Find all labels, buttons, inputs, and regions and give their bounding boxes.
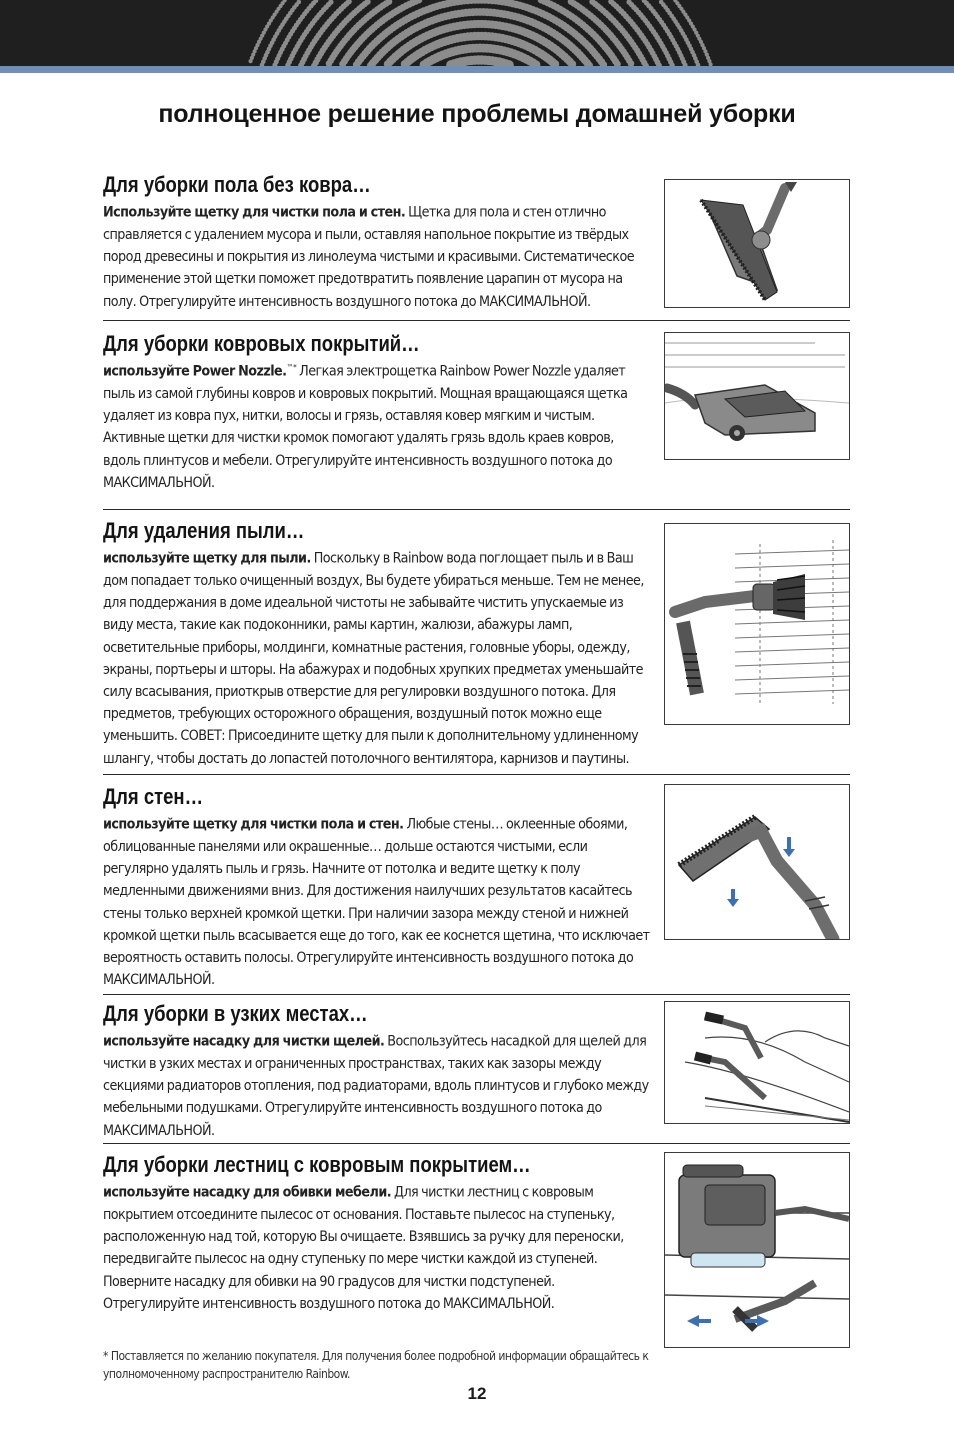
section-divider	[103, 994, 850, 995]
section-carpet	[103, 331, 850, 494]
section-body	[103, 810, 651, 991]
section-crevices	[103, 1001, 850, 1142]
section-text: Любые стены… оклеенные обоями, облицованные панелями или окрашенные… дольше остаются чистыми, если регулярно удалять пыль и грязь. Начните от потолка и ведите щетку к полу медленными движениями вниз. Для достижения наилучших результатов касайтесь стены только верхней кромкой щетки. При наличии зазора между стеной и нижней кромкой щетки пыль всасывается еще до того, как ее коснется щетина, что исключает вероятность оставить полосы. Отрегулируйте интенсивность воздушного потока до МАКСИМАЛЬНОЙ.	[103, 816, 650, 989]
section-heading: Для уборки лестниц с ковровым покрытием…	[103, 1152, 531, 1177]
wall-brush-image	[664, 784, 850, 940]
section-walls	[103, 784, 850, 991]
section-body	[103, 544, 651, 770]
section-body	[103, 1027, 651, 1142]
stairs-image	[664, 1152, 850, 1348]
section-divider	[103, 509, 850, 510]
header-stripe	[0, 66, 954, 73]
section-body	[103, 1178, 651, 1315]
power-nozzle-image	[664, 332, 850, 460]
section-heading: Для уборки в узких местах…	[103, 1001, 368, 1026]
section-heading: Для уборки пола без ковра…	[103, 172, 371, 197]
page-number: 12	[467, 1384, 487, 1403]
section-floor	[103, 172, 850, 313]
footnote: * Поставляется по желанию покупателя. Для получения более подробной информации обращайтесь к уполномоченному распространителю Rainbow.	[103, 1349, 649, 1381]
section-lead: используйте насадку для обивки мебели.	[103, 1184, 392, 1201]
section-heading: Для уборки ковровых покрытий…	[103, 331, 420, 356]
section-divider	[103, 774, 850, 775]
section-divider	[103, 320, 850, 321]
section-text: Воспользуйтесь насадкой для щелей для чистки в узких местах и ограниченных пространствах, таких как зазоры между секциями радиаторов отопления, под радиаторами, вдоль плинтусов и глубоко между мебельными подушками. Отрегулируйте интенсивность воздушного потока до МАКСИМАЛЬНОЙ.	[103, 1033, 649, 1139]
floor-brush-image	[664, 179, 850, 308]
trademark-mark: ™*	[286, 363, 297, 372]
section-text: Легкая электрощетка Rainbow Power Nozzle удаляет пыль из самой глубины ковров и ковровых покрытий. Мощная вращающаяся щетка удаляет из ковра пух, нитки, волосы и грязь, оставляя ковер мягким и чистым. Активные щетки для чистки кромок помогают удалять грязь вдоль краев ковров, вдоль плинтусов и мебели. Отрегулируйте интенсивность воздушного потока до МАКСИМАЛЬНОЙ.	[103, 363, 628, 491]
banner-dot-pattern	[0, 0, 954, 66]
section-stairs	[103, 1152, 850, 1315]
section-text: Для чистки лестниц с ковровым покрытием отсоедините пылесос от основания. Поставьте пылесос на ступеньку, расположенную над той, которую Вы очищаете. Взявшись за ручку для переноски, передвигайте пылесос на одну ступеньку по мере чистки каждой из ступеней. Поверните насадку для обивки на 90 градусов для чистки подступеней. Отрегулируйте интенсивность воздушного потока до МАКСИМАЛЬНОЙ.	[103, 1184, 624, 1312]
page-title: полноценное решение проблемы домашней уборки	[158, 100, 796, 128]
section-body	[103, 198, 651, 313]
section-heading: Для стен…	[103, 784, 204, 809]
section-text: Щетка для пола и стен отлично справляется с удалением мусора и пыли, оставляя напольное покрытие из твёрдых пород древесины и покрытия из линолеума чистыми и красивыми. Систематическое применение этой щетки поможет предотвратить появление царапин от мусора на полу. Отрегулируйте интенсивность воздушного потока до МАКСИМАЛЬНОЙ.	[103, 204, 635, 310]
section-divider	[103, 1143, 850, 1144]
section-heading: Для удаления пыли…	[103, 518, 305, 543]
section-lead: используйте Power Nozzle.	[103, 363, 287, 380]
section-lead: используйте щетку для чистки пола и стен.	[103, 816, 404, 833]
crevice-tool-image	[664, 1001, 850, 1124]
section-body	[103, 357, 651, 494]
dusting-brush-image	[664, 523, 850, 725]
section-text: Поскольку в Rainbow вода поглощает пыль и в Ваш дом попадает только очищенный воздух, Вы будете убираться меньше. Тем не менее, для поддержания в доме идеальной чистоты не забывайте чистить упускаемые из виду места, такие как подоконники, рамы картин, жалюзи, абажуры ламп, осветительные приборы, молдинги, комнатные растения, головные уборы, одежду, экраны, портьеры и шторы. На абажурах и подобных хрупких предметах уменьшайте силу всасывания, приоткрыв отверстие для регулировки воздушного потока. Для предметов, требующих осторожного обращения, воздушный поток можно еще уменьшить. СОВЕТ: Присоедините щетку для пыли к дополнительному удлиненному шлангу, чтобы достать до лопастей потолочного вентилятора, карнизов и паутины.	[103, 550, 644, 767]
section-lead: Используйте щетку для чистки пола и стен.	[103, 204, 406, 221]
section-dusting	[103, 518, 850, 770]
header-banner	[0, 0, 954, 66]
section-lead: используйте щетку для пыли.	[103, 550, 311, 567]
section-lead: используйте насадку для чистки щелей.	[103, 1033, 385, 1050]
